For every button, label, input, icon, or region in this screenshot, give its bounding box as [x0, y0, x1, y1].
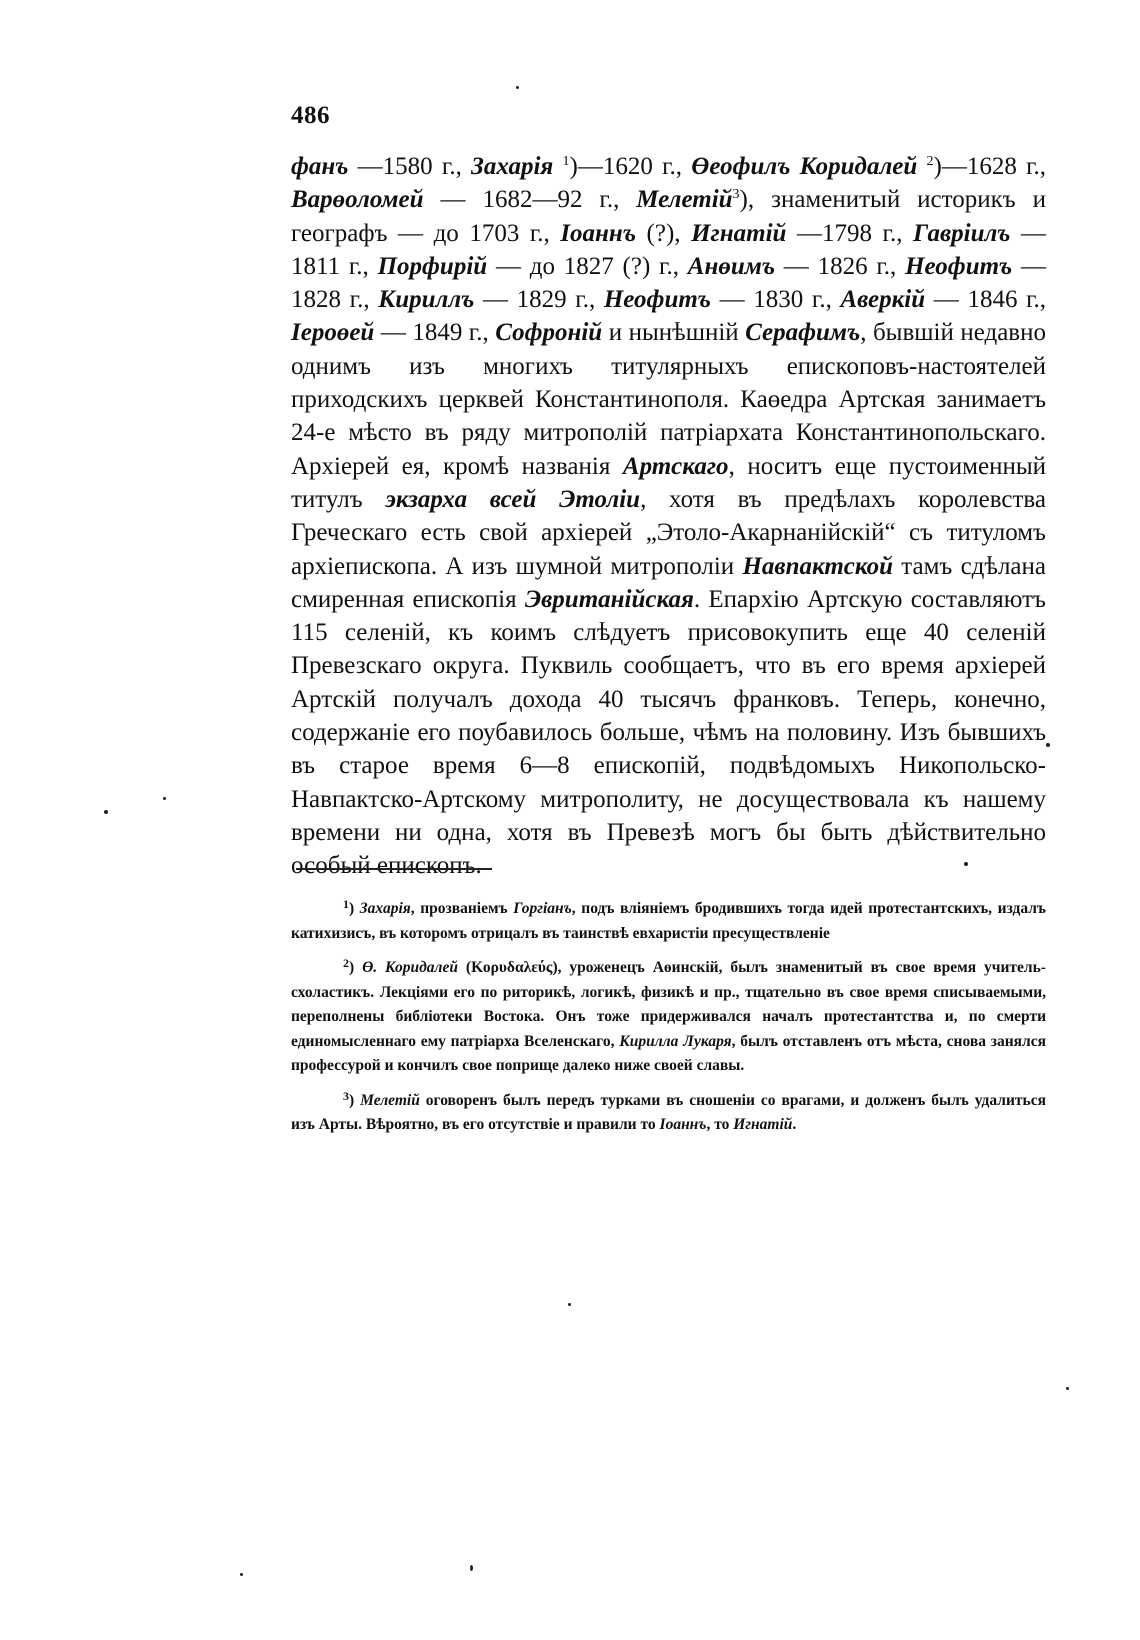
scan-speck — [1066, 1387, 1069, 1390]
text-run: — 1830 г., — [710, 286, 841, 314]
emphasized-name: Игнатій — [691, 219, 787, 247]
emphasized-name: Өеофилъ Коридалей — [691, 153, 918, 180]
emphasized-name: Серафимъ — [745, 319, 861, 347]
emphasized-name: Мелетій — [360, 1091, 420, 1109]
scan-speck — [104, 810, 108, 814]
scan-speck — [163, 797, 166, 800]
text-run: — 1829 г., — [474, 286, 604, 314]
text-run: (?), — [636, 219, 692, 247]
emphasized-name: фанъ — [291, 153, 349, 180]
body-paragraph — [291, 150, 1046, 883]
emphasized-name: Анөимъ — [687, 252, 776, 280]
footnote-number: 3 — [343, 1088, 349, 1103]
text-run: —1580 г., — [348, 153, 472, 180]
emphasized-name: Неофитъ — [603, 286, 711, 314]
text-run: ), знаменитый историкъ и географъ — до 1703 г., — [291, 186, 1046, 247]
text-run: — 1828 г., — [291, 252, 1047, 314]
text-run: — 1849 г., — [374, 319, 496, 347]
text-run: , то — [706, 1116, 734, 1133]
footnote-2: $^2$) Ө. Коридалей (Κορυδαλεύς), уроженецъ Аөинскій, былъ знаменитый въ свое время учитель-схоластикъ. Лекціями его по риторикѣ, логикѣ, физикѣ и пр., тщательно въ свое время списываемыми, переполнены библіотеки Востока. Онъ тоже придерживался началъ протестантства и, по смерти единомысленнаго ему патріарха Вселенскаго, Кирилла Лукаря, былъ отставленъ отъ мѣста, снова занялся профессурой и кончилъ свое поприще далеко ниже своей славы. — [291, 956, 1046, 1074]
emphasized-name: Іероөей — [291, 319, 375, 347]
emphasized-name: Захарія — [359, 900, 411, 917]
text-run: , прозваніемъ — [410, 900, 514, 917]
footnote-number: 1 — [343, 897, 349, 911]
footnote-3: $^3$) Мелетій оговоренъ былъ передъ турками въ сношеніи со врагами, и долженъ былъ удалиться изъ Арты. Вѣроятно, въ его отсутствіе и правили то Іоаннъ, то Игнатій. — [291, 1088, 1046, 1133]
scan-speck — [568, 1303, 571, 1306]
text-run: , подъ вліяніемъ бродившихъ тогда идей протестантскихъ, издалъ катихизисъ, въ которомъ отрицалъ въ таинствѣ евхаристіи пресуществленіе — [291, 900, 1046, 942]
emphasized-name: Эвританійская — [524, 585, 694, 613]
emphasized-name: Мелетій — [636, 186, 733, 214]
text-run: — до 1827 (?) г., — [487, 252, 688, 280]
text-run: , носитъ еще пустоименный титулъ — [291, 452, 1046, 513]
text-run: )—1620 г., — [569, 153, 692, 180]
emphasized-name: Неофитъ — [905, 252, 1013, 280]
scan-speck — [964, 862, 968, 866]
emphasized-name: Софроній — [495, 319, 603, 347]
scan-speck — [516, 86, 519, 89]
emphasized-name: Іоаннъ — [659, 1116, 707, 1133]
footnote-1: $^1$) Захарія, прозваніемъ Горгіанъ, подъ вліяніемъ бродившихъ тогда идей протестантскихъ, издалъ катихизисъ, въ которомъ отрицалъ въ таинствѣ евхаристіи пресуществленіе — [291, 897, 1046, 942]
emphasized-name: Аверкій — [840, 286, 926, 314]
emphasized-name: Гавріилъ — [912, 219, 1011, 247]
emphasized-name: Ө. Коридалей — [362, 959, 458, 976]
text-run: (Κορυδαλεύς), уроженецъ Аөинскій, былъ знаменитый въ свое время учитель-схоластикъ. Лекціями его по риторикѣ, логикѣ, физикѣ и пр., тщательно въ свое время списываемыми, переполнены библіотеки Востока. Онъ тоже придерживался началъ протестантства и, по смерти единомысленнаго ему патріарха Вселенскаго, — [291, 959, 1046, 1050]
emphasized-name: Кириллъ — [378, 286, 475, 314]
text-run: , бывшій недавно однимъ изъ многихъ титулярныхъ епископовъ-настоятелей приходскихъ церквей Константинополя. Каөедра Артская занимаетъ 24-е мѣсто въ ряду митрополій патріархата Константинопольскаго. Архіерей ея, кромѣ названія — [291, 319, 1046, 480]
emphasized-name: Кирилла Лукаря — [619, 1032, 732, 1050]
emphasized-name: Игнатій — [733, 1116, 793, 1133]
text-run: , хотя въ предѣлахъ королевства Греческаго есть свой архіерей „Этоло-Акарнанійскій“ съ титуломъ архіепископа. А изъ шумной митрополіи — [291, 485, 1046, 580]
scan-speck — [470, 1565, 473, 1571]
text-run: )—1628 г., — [933, 153, 1047, 180]
emphasized-name: Іоаннъ — [560, 219, 636, 247]
footnote-ref: 1 — [562, 154, 570, 169]
text-run — [917, 153, 926, 180]
text-run: —1811 г., — [291, 219, 1047, 280]
scan-speck — [1046, 743, 1050, 747]
text-run: оговоренъ былъ передъ турками въ сношеніи со врагами, и долженъ былъ удалиться изъ Арты. Вѣроятно, въ его отсутствіе и правили то — [291, 1091, 1046, 1133]
emphasized-name: Навпактской — [742, 552, 893, 580]
emphasized-name: экзарха всей Этоліи — [385, 485, 641, 513]
text-run: и нынѣшній — [602, 319, 746, 347]
footnotes-section — [291, 892, 1046, 1143]
footnote-divider — [296, 868, 492, 870]
text-run: — 1682—92 г., — [423, 186, 637, 214]
page-number: 486 — [291, 102, 330, 129]
emphasized-name: Горгіанъ — [513, 900, 572, 917]
text-run — [553, 153, 562, 180]
emphasized-name: Артскаго — [622, 452, 729, 480]
text-run: . Епархію Артскую составляютъ 115 селеній, къ коимъ слѣдуетъ присовокупить еще 40 селеній Превезскаго округа. Пуквиль сообщаетъ, что въ его время архіерей Артскій получалъ дохода 40 тысячъ франковъ. Теперь, конечно, содержаніе его поубавилось больше, чѣмъ на половину. Изъ бывшихъ въ старое время 6—8 епископій, подвѣдомыхъ Никопольско-Навпактско-Артскому митрополиту, не досуществовала къ нашему времени ни одна, хотя въ Превезѣ могъ бы быть дѣйствительно особый епископъ. — [291, 585, 1046, 880]
footnote-number: 2 — [343, 956, 349, 970]
footnote-ref: 3 — [732, 187, 740, 203]
text-run: — 1826 г., — [775, 252, 906, 280]
emphasized-name: Захарія — [471, 153, 554, 180]
text-run: — 1846 г., — [925, 286, 1047, 314]
text-run: —1798 г., — [786, 219, 913, 247]
emphasized-name: Порфирій — [377, 252, 488, 280]
emphasized-name: Варөоломей — [291, 186, 424, 214]
text-run: . — [792, 1116, 797, 1133]
footnote-ref: 2 — [926, 154, 934, 169]
text-run: тамъ сдѣлана смиренная епископія — [291, 552, 1047, 613]
text-run: , былъ отставленъ отъ мѣста, снова занялся профессурой и кончилъ свое поприще далеко ниже своей славы. — [291, 1032, 1046, 1074]
scan-speck — [240, 1573, 243, 1576]
